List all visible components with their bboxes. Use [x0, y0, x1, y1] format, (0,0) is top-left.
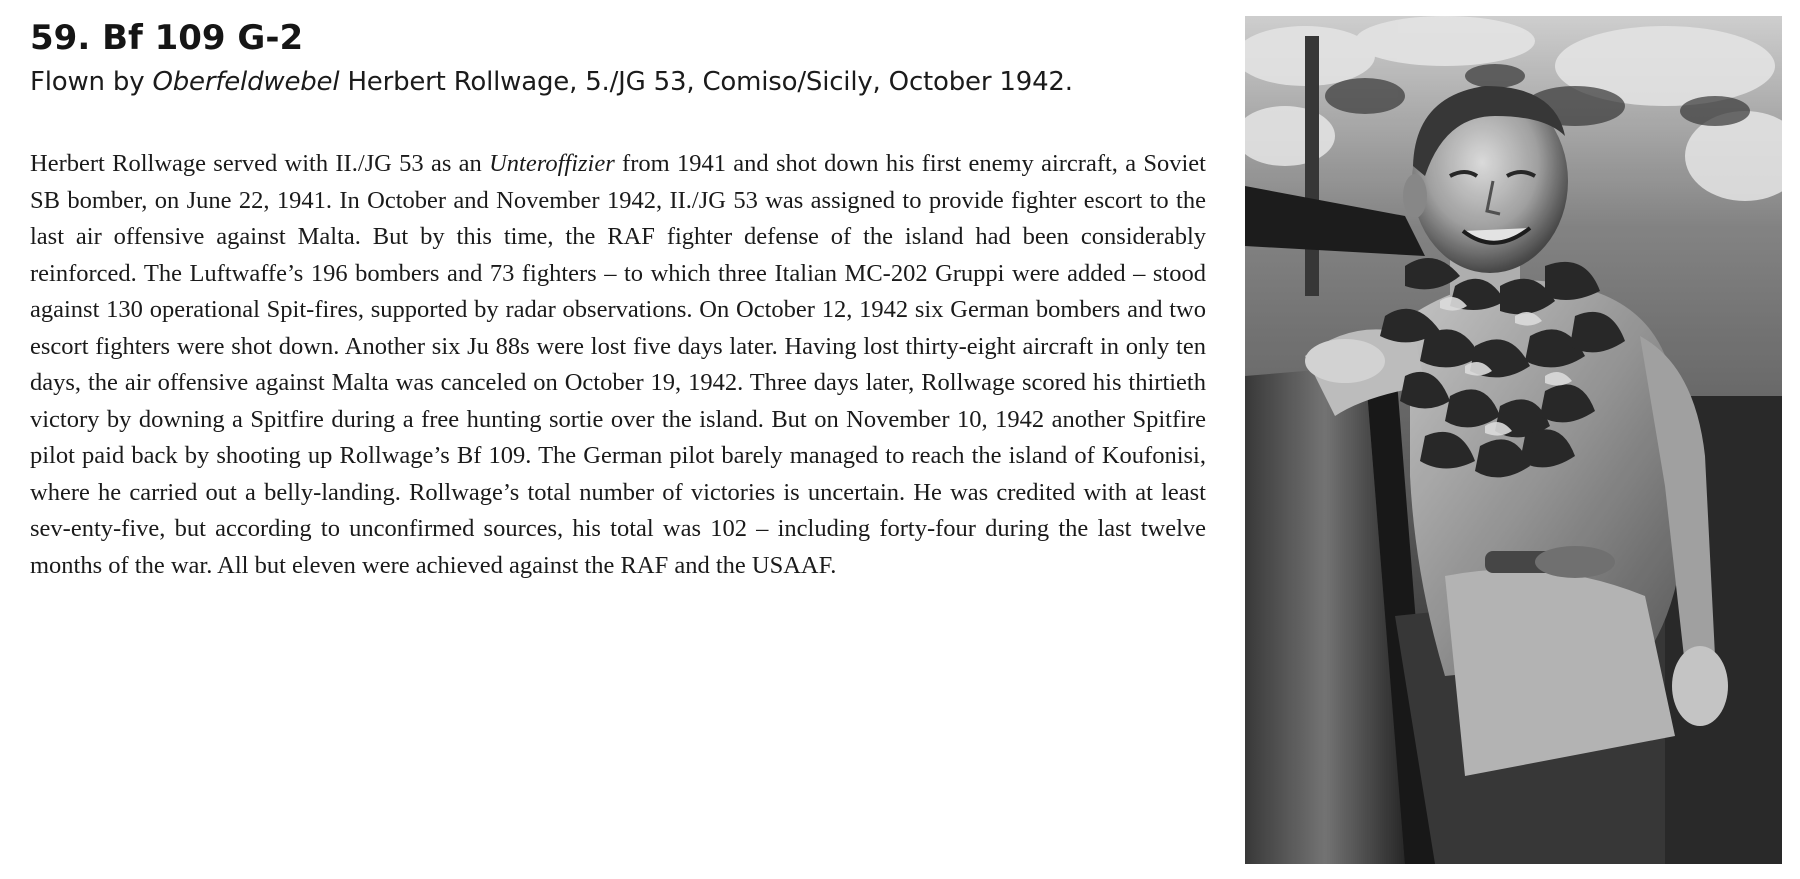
body-paragraph — [30, 146, 1206, 584]
subtitle-rest: Herbert Rollwage, 5./JG 53, Comiso/Sicily, October 1942. — [339, 67, 1073, 97]
body-text-part1: Herbert Rollwage served with II./JG 53 as an — [30, 150, 490, 177]
subtitle-rank: Oberfeldwebel — [152, 67, 340, 97]
pilot-photo — [1245, 16, 1782, 864]
entry-title: 59. Bf 109 G-2 — [30, 18, 304, 58]
subtitle-prefix: Flown by — [30, 67, 153, 97]
body-text-part2: from 1941 and shot down his first enemy aircraft, a Soviet SB bomber, on June 22, 1941. In October and November 1942, II./JG 53 was assigned to provide fighter escort to the last air offensive against Malta. But by this time, the RAF fighter defense of the island had been considerably reinforced. The Luftwaffe’s 196 bombers and 73 fighters – to which three Italian MC-202 Gruppi were added – stood against 130 operational Spit-fires, supported by radar observations. On October 12, 1942 six German bombers and two escort fighters were shot down. Another six Ju 88s were lost five days later. Having lost thirty-eight aircraft in only ten days, the air offensive against Malta was canceled on October 19, 1942. Three days later, Rollwage scored his thirtieth victory by downing a Spitfire during a free hunting sortie over the island. But on November 10, 1942 another Spitfire pilot paid back by shooting up Rollwage’s Bf 109. The German pilot barely managed to reach the island of Koufonisi, where he carried out a belly-landing. Rollwage’s total number of victories is uncertain. He was credited with at least sev-enty-five, but according to unconfirmed sources, his total was 102 – including forty-four during the last twelve months of the war. All but eleven were achieved against the RAF and the USAAF. — [30, 150, 1206, 579]
pilot-photo-illustration — [1245, 16, 1782, 864]
entry-subtitle — [30, 64, 1206, 100]
text-column — [30, 16, 1206, 584]
body-rank-italic: Unteroffizier — [489, 150, 615, 177]
